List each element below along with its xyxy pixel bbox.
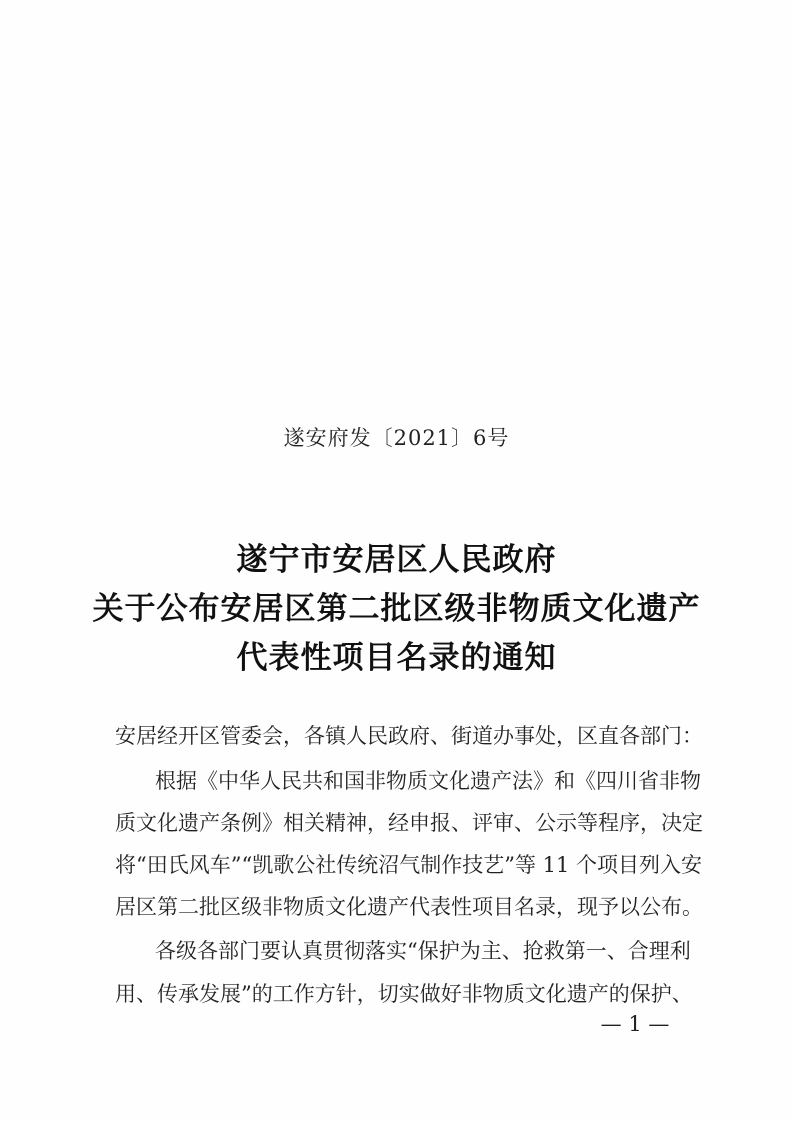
salutation: 安居经开区管委会，各镇人民政府、街道办事处，区直各部门：: [115, 724, 703, 748]
page-number: — 1 —: [600, 1012, 670, 1036]
title-line-3: 代表性项目名录的通知: [236, 640, 557, 676]
title-line-2: 关于公布安居区第二批区级非物质文化遗产: [92, 591, 701, 627]
paragraph-2-line-1: 各级各部门要认真贯彻落实“保护为主、抢救第一、合理利: [155, 939, 691, 963]
paragraph-1-line-4: 居区第二批区级非物质文化遗产代表性项目名录，现予以公布。: [115, 895, 703, 919]
paragraph-2-line-2: 用、传承发展”的工作方针，切实做好非物质文化遗产的保护、: [115, 982, 693, 1006]
title-line-1: 遂宁市安居区人民政府: [236, 542, 557, 578]
paragraph-1-line-2: 质文化遗产条例》相关精神，经申报、评审、公示等程序，决定: [115, 811, 703, 835]
document-number: 遂安府发〔2021〕6号: [283, 426, 510, 450]
paragraph-1-line-3: 将“田氏风车”“凯歌公社传统沼气制作技艺”等 11 个项目列入安: [115, 853, 703, 877]
paragraph-1-line-1: 根据《中华人民共和国非物质文化遗产法》和《四川省非物: [155, 769, 701, 793]
